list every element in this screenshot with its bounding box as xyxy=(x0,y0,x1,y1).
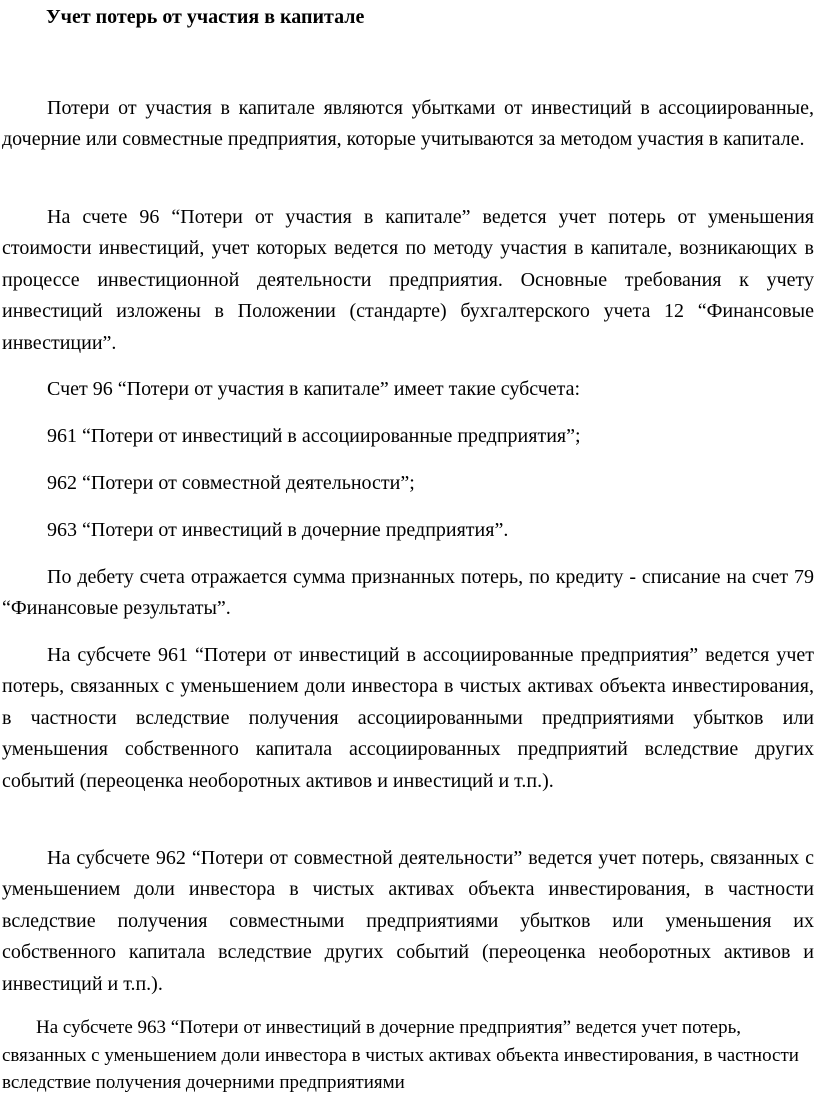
paragraph-subaccounts-intro: Счет 96 “Потери от участия в капитале” имеет такие субсчета: xyxy=(47,378,581,400)
list-item-subaccount-962: 962 “Потери от совместной деятельности”; xyxy=(47,472,415,494)
document-title: Учет потерь от участия в капитале xyxy=(46,6,365,28)
paragraph-subaccount-961: На субсчете 961 “Потери от инвестиций в ассоциированные предприятия” ведется учет потерь, связанных с уменьшением доли инвестора в чистых активах объекта инвестирования, в частности вследствие получения ассоциированными предприятиями убытков или уменьшения собственного капитала ассоциированных предприятий вследствие других событий (переоценка необоротных активов и инвестиций и т.п.). xyxy=(2,644,814,792)
paragraph-debit-credit: По дебету счета отражается сумма признанных потерь, по кредиту - списание на счет 79 “Финансовые результаты”. xyxy=(2,566,814,620)
paragraph-definition: Потери от участия в капитале являются убытками от инвестиций в ассоциированные, дочерние или совместные предприятия, которые учитываются за методом участия в капитале. xyxy=(2,97,814,151)
list-item-subaccount-963: 963 “Потери от инвестиций в дочерние предприятия”. xyxy=(47,519,509,541)
list-item-subaccount-961: 961 “Потери от инвестиций в ассоциированные предприятия”; xyxy=(47,425,581,447)
paragraph-subaccount-962: На субсчете 962 “Потери от совместной деятельности” ведется учет потерь, связанных с уменьшением доли инвестора в чистых активах объекта инвестирования, в частности вследствие получения совместными предприятиями убытков или уменьшения их собственного капитала вследствие других событий (переоценка необоротных активов и инвестиций и т.п.). xyxy=(2,847,814,995)
paragraph-subaccount-963: На субсчете 963 “Потери от инвестиций в дочерние предприятия” ведется учет потерь, связанных с уменьшением доли инвестора в чистых активах объекта инвестирования, в частности вследствие получения дочерними предприятиями xyxy=(2,1017,799,1093)
paragraph-account-96: На счете 96 “Потери от участия в капитале” ведется учет потерь от уменьшения стоимости инвестиций, учет которых ведется по методу участия в капитале, возникающих в процессе инвестиционной деятельности предприятия. Основные требования к учету инвестиций изложены в Положении (стандарте) бухгалтерского учета 12 “Финансовые инвестиции”. xyxy=(2,206,814,354)
